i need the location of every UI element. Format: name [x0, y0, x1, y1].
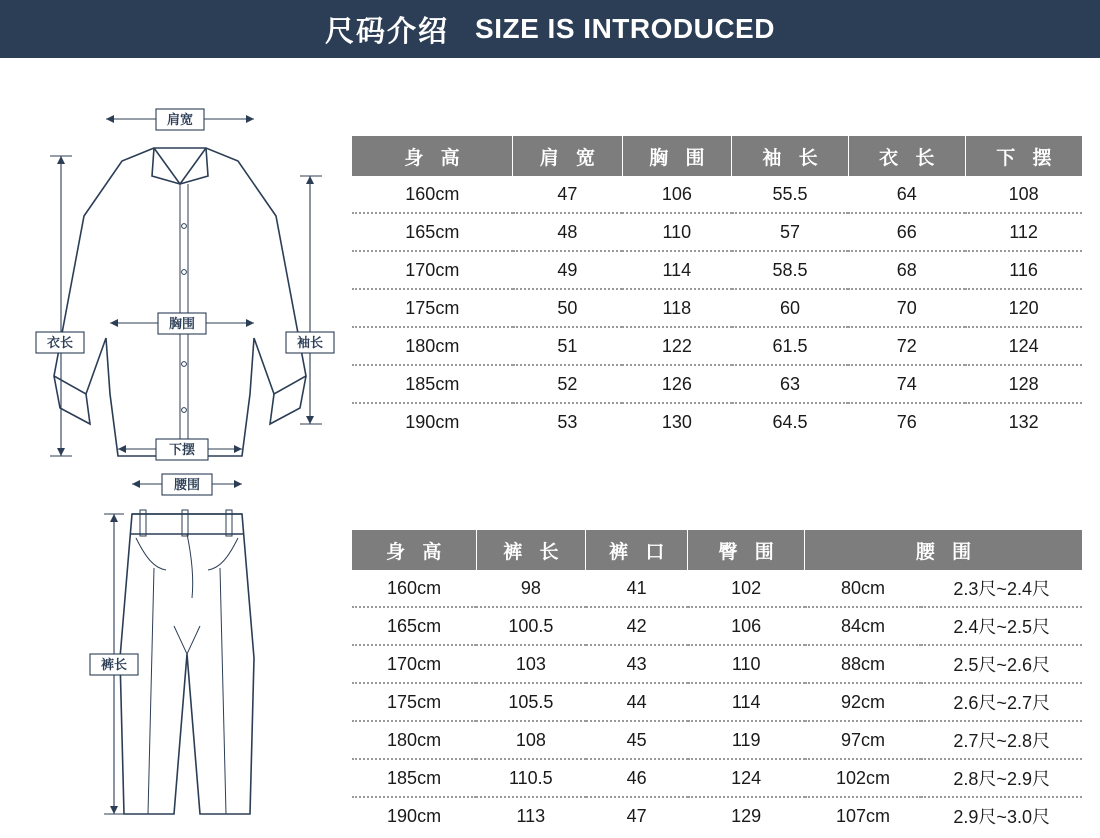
table-row [352, 327, 1082, 365]
cell-leg-opening: 44 [586, 683, 688, 721]
cell-leg-opening: 41 [586, 570, 688, 607]
cell-hem: 112 [965, 213, 1082, 251]
table-row [352, 759, 1082, 797]
pants-length-label: 裤长 [100, 657, 128, 672]
cell-sleeve: 55.5 [732, 176, 849, 213]
cell-height: 190cm [352, 797, 476, 834]
cell-waist-chi: 2.8尺~2.9尺 [921, 759, 1082, 797]
cell-hem: 108 [965, 176, 1082, 213]
cell-length: 74 [848, 365, 965, 403]
shirt-shoulder-label: 肩宽 [166, 112, 194, 127]
cell-sleeve: 61.5 [732, 327, 849, 365]
column-header: 下 摆 [965, 136, 1082, 176]
table-row [352, 365, 1082, 403]
shirt-hem-label: 下摆 [168, 442, 196, 457]
cell-chest: 130 [622, 403, 732, 440]
table-header-row [352, 530, 1082, 570]
cell-shoulder: 49 [513, 251, 623, 289]
shirt-chest-label: 胸围 [168, 316, 196, 331]
shirt-size-table [352, 136, 1082, 440]
pants-size-table [352, 530, 1082, 834]
cell-height: 165cm [352, 213, 513, 251]
column-header: 腰 围 [805, 530, 1082, 570]
cell-pants-length: 103 [476, 645, 586, 683]
page-header [0, 0, 1100, 58]
cell-hip: 129 [688, 797, 805, 834]
table-row [352, 797, 1082, 834]
cell-waist-chi: 2.5尺~2.6尺 [921, 645, 1082, 683]
pants-size-table-wrap [352, 530, 1082, 834]
cell-shoulder: 52 [513, 365, 623, 403]
cell-shoulder: 51 [513, 327, 623, 365]
table-row [352, 721, 1082, 759]
cell-hem: 120 [965, 289, 1082, 327]
cell-hip: 102 [688, 570, 805, 607]
cell-length: 70 [848, 289, 965, 327]
cell-leg-opening: 46 [586, 759, 688, 797]
cell-hip: 106 [688, 607, 805, 645]
cell-sleeve: 63 [732, 365, 849, 403]
cell-height: 170cm [352, 251, 513, 289]
cell-leg-opening: 47 [586, 797, 688, 834]
cell-sleeve: 57 [732, 213, 849, 251]
cell-height: 180cm [352, 327, 513, 365]
cell-pants-length: 100.5 [476, 607, 586, 645]
cell-length: 76 [848, 403, 965, 440]
cell-waist-cm: 107cm [805, 797, 922, 834]
cell-waist-cm: 84cm [805, 607, 922, 645]
cell-length: 72 [848, 327, 965, 365]
pants-diagram [14, 458, 334, 838]
cell-hem: 132 [965, 403, 1082, 440]
cell-waist-cm: 80cm [805, 570, 922, 607]
cell-sleeve: 58.5 [732, 251, 849, 289]
cell-pants-length: 105.5 [476, 683, 586, 721]
cell-hip: 124 [688, 759, 805, 797]
cell-leg-opening: 45 [586, 721, 688, 759]
cell-hem: 116 [965, 251, 1082, 289]
cell-shoulder: 47 [513, 176, 623, 213]
cell-height: 160cm [352, 176, 513, 213]
cell-waist-cm: 88cm [805, 645, 922, 683]
cell-length: 64 [848, 176, 965, 213]
cell-hip: 119 [688, 721, 805, 759]
cell-pants-length: 110.5 [476, 759, 586, 797]
column-header: 肩 宽 [513, 136, 623, 176]
table-row [352, 213, 1082, 251]
cell-waist-chi: 2.3尺~2.4尺 [921, 570, 1082, 607]
table-row [352, 683, 1082, 721]
cell-height: 175cm [352, 289, 513, 327]
shirt-sleeve-label: 袖长 [296, 335, 324, 350]
pants-waist-label: 腰围 [173, 477, 201, 492]
cell-pants-length: 108 [476, 721, 586, 759]
cell-waist-cm: 102cm [805, 759, 922, 797]
cell-pants-length: 113 [476, 797, 586, 834]
cell-chest: 126 [622, 365, 732, 403]
shirt-length-label: 衣长 [46, 335, 74, 350]
cell-hip: 110 [688, 645, 805, 683]
cell-chest: 114 [622, 251, 732, 289]
cell-length: 68 [848, 251, 965, 289]
column-header: 胸 围 [622, 136, 732, 176]
cell-waist-chi: 2.4尺~2.5尺 [921, 607, 1082, 645]
cell-waist-chi: 2.7尺~2.8尺 [921, 721, 1082, 759]
column-header: 袖 长 [732, 136, 849, 176]
cell-height: 160cm [352, 570, 476, 607]
cell-waist-cm: 92cm [805, 683, 922, 721]
table-row [352, 403, 1082, 440]
table-row [352, 251, 1082, 289]
column-header: 身 高 [352, 136, 513, 176]
cell-hip: 114 [688, 683, 805, 721]
column-header: 衣 长 [848, 136, 965, 176]
cell-chest: 106 [622, 176, 732, 213]
cell-height: 175cm [352, 683, 476, 721]
cell-height: 190cm [352, 403, 513, 440]
cell-chest: 122 [622, 327, 732, 365]
column-header: 裤 口 [586, 530, 688, 570]
table-header-row [352, 136, 1082, 176]
cell-height: 185cm [352, 365, 513, 403]
content-board [0, 58, 1100, 837]
table-row [352, 176, 1082, 213]
cell-height: 185cm [352, 759, 476, 797]
table-row [352, 289, 1082, 327]
cell-waist-chi: 2.6尺~2.7尺 [921, 683, 1082, 721]
column-header: 身 高 [352, 530, 476, 570]
page-title-cn: 尺码介绍 [325, 15, 450, 48]
cell-length: 66 [848, 213, 965, 251]
column-header: 臀 围 [688, 530, 805, 570]
shirt-size-table-wrap [352, 136, 1082, 440]
cell-height: 180cm [352, 721, 476, 759]
cell-hem: 128 [965, 365, 1082, 403]
cell-chest: 110 [622, 213, 732, 251]
cell-height: 170cm [352, 645, 476, 683]
cell-waist-chi: 2.9尺~3.0尺 [921, 797, 1082, 834]
table-row [352, 645, 1082, 683]
cell-pants-length: 98 [476, 570, 586, 607]
cell-hem: 124 [965, 327, 1082, 365]
cell-chest: 118 [622, 289, 732, 327]
page-title-en: SIZE IS INTRODUCED [475, 13, 775, 44]
cell-shoulder: 50 [513, 289, 623, 327]
cell-height: 165cm [352, 607, 476, 645]
shirt-diagram [14, 76, 334, 457]
cell-leg-opening: 43 [586, 645, 688, 683]
cell-waist-cm: 97cm [805, 721, 922, 759]
column-header: 裤 长 [476, 530, 586, 570]
cell-leg-opening: 42 [586, 607, 688, 645]
table-row [352, 607, 1082, 645]
cell-shoulder: 53 [513, 403, 623, 440]
table-row [352, 570, 1082, 607]
cell-sleeve: 64.5 [732, 403, 849, 440]
cell-sleeve: 60 [732, 289, 849, 327]
cell-shoulder: 48 [513, 213, 623, 251]
